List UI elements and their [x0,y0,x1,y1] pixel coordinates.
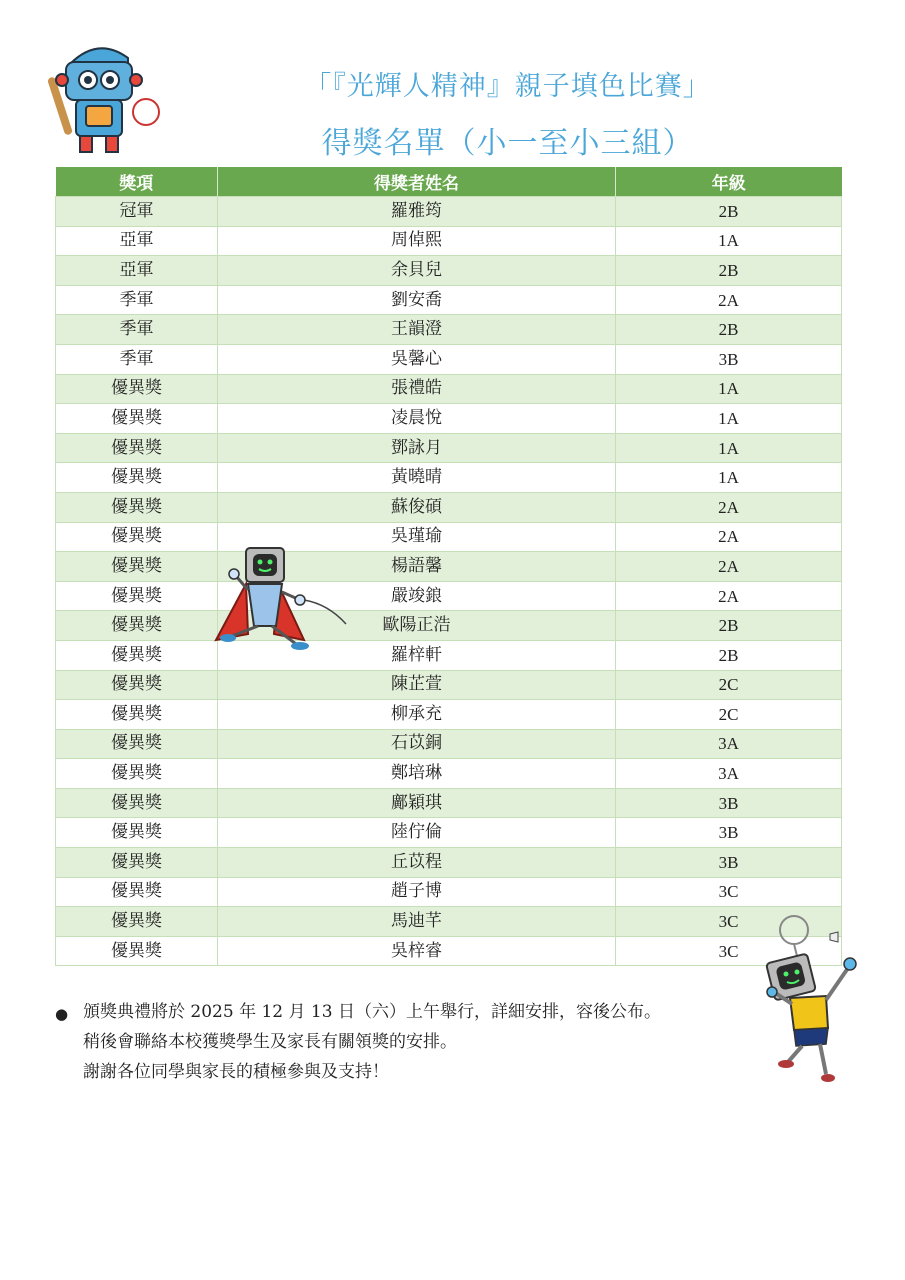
award-cell: 季軍 [56,285,218,315]
grade-cell: 2B [616,197,842,227]
note-ceremony: 頒獎典禮將於 2025 年 12 月 13 日（六）上午舉行，詳細安排，容後公布。 [83,1002,661,1022]
award-cell: 優異獎 [56,877,218,907]
bullet-icon: ● [55,1005,69,1023]
table-row [56,759,842,789]
grade-cell: 3B [616,344,842,374]
award-cell: 優異獎 [56,670,218,700]
winner-name-cell: 張禮皓 [218,374,616,404]
table-row [56,877,842,907]
winner-name-cell: 楊語馨 [218,552,616,582]
winner-name-cell: 凌晨悅 [218,404,616,434]
winner-name-cell: 吳梓睿 [218,936,616,966]
note-thanks: 謝謝各位同學與家長的積極參與及支持！ [83,1062,389,1082]
award-cell: 亞軍 [56,226,218,256]
table-row [56,433,842,463]
table-row [56,581,842,611]
winner-name-cell: 劉安喬 [218,285,616,315]
grade-cell: 1A [616,404,842,434]
column-header-name: 得獎者姓名 [218,167,616,197]
winner-name-cell: 馬迪芊 [218,907,616,937]
grade-cell: 2A [616,492,842,522]
award-cell: 亞軍 [56,256,218,286]
award-cell: 優異獎 [56,433,218,463]
award-cell: 優異獎 [56,729,218,759]
notes-section [55,997,815,1087]
grade-cell: 2C [616,670,842,700]
award-cell: 季軍 [56,315,218,345]
grade-cell: 2B [616,611,842,641]
award-cell: 冠軍 [56,197,218,227]
table-row [56,256,842,286]
winner-name-cell: 余貝兒 [218,256,616,286]
grade-cell: 2A [616,581,842,611]
award-cell: 優異獎 [56,463,218,493]
award-cell: 優異獎 [56,640,218,670]
page-title: 「『光輝人精神』親子填色比賽」 [304,71,711,102]
grade-cell: 2B [616,315,842,345]
award-cell: 優異獎 [56,759,218,789]
awards-table [55,167,842,966]
grade-cell: 3A [616,729,842,759]
table-row [56,197,842,227]
table-row [56,670,842,700]
winner-name-cell: 王韻澄 [218,315,616,345]
table-row [56,522,842,552]
winner-name-cell: 丘苡程 [218,848,616,878]
table-row [56,640,842,670]
grade-cell: 2C [616,700,842,730]
table-row [56,611,842,641]
table-row [56,729,842,759]
table-row [56,315,842,345]
table-row [56,492,842,522]
grade-cell: 1A [616,463,842,493]
winner-name-cell: 陳芷萱 [218,670,616,700]
award-cell: 優異獎 [56,788,218,818]
table-row [56,700,842,730]
winner-name-cell: 羅梓軒 [218,640,616,670]
robot-fencer-icon [208,544,358,656]
grade-cell: 1A [616,226,842,256]
winner-name-cell: 鄺穎琪 [218,788,616,818]
grade-cell: 1A [616,374,842,404]
winner-name-cell: 嚴竣鋃 [218,581,616,611]
winner-name-cell: 周倬熙 [218,226,616,256]
table-row [56,848,842,878]
table-row [56,226,842,256]
award-cell: 優異獎 [56,611,218,641]
winner-name-cell: 鄭培琳 [218,759,616,789]
award-cell: 優異獎 [56,522,218,552]
grade-cell: 3A [616,759,842,789]
award-cell: 優異獎 [56,552,218,582]
award-cell: 優異獎 [56,581,218,611]
award-cell: 優異獎 [56,936,218,966]
winner-name-cell: 鄧詠月 [218,433,616,463]
winner-name-cell: 羅雅筠 [218,197,616,227]
table-row [56,552,842,582]
grade-cell: 2B [616,256,842,286]
grade-cell: 3B [616,818,842,848]
grade-cell: 3C [616,877,842,907]
winner-name-cell: 柳承充 [218,700,616,730]
table-header-row [56,167,842,197]
grade-cell: 2A [616,552,842,582]
table-row [56,818,842,848]
table-row [56,907,842,937]
note-contact: 稍後會聯絡本校獲獎學生及家長有關領獎的安排。 [83,1032,457,1052]
award-cell: 季軍 [56,344,218,374]
grade-cell: 2A [616,285,842,315]
table-row [56,936,842,966]
page-subtitle: 得獎名單（小一至小三組） [321,126,694,161]
award-cell: 優異獎 [56,848,218,878]
award-cell: 優異獎 [56,492,218,522]
winner-name-cell: 石苡銅 [218,729,616,759]
grade-cell: 2A [616,522,842,552]
winner-name-cell: 吳瑾瑜 [218,522,616,552]
table-row [56,463,842,493]
award-cell: 優異獎 [56,907,218,937]
winner-name-cell: 蘇俊碩 [218,492,616,522]
column-header-grade: 年級 [616,167,842,197]
award-cell: 優異獎 [56,818,218,848]
award-cell: 優異獎 [56,404,218,434]
column-header-award: 獎項 [56,167,218,197]
grade-cell: 3C [616,936,842,966]
table-row [56,344,842,374]
grade-cell: 3C [616,907,842,937]
winner-name-cell: 黃曉晴 [218,463,616,493]
grade-cell: 1A [616,433,842,463]
winner-name-cell: 趙子博 [218,877,616,907]
award-cell: 優異獎 [56,374,218,404]
winner-name-cell: 歐陽正浩 [218,611,616,641]
grade-cell: 3B [616,848,842,878]
grade-cell: 3B [616,788,842,818]
winner-name-cell: 吳馨心 [218,344,616,374]
grade-cell: 2B [616,640,842,670]
table-row [56,788,842,818]
table-row [56,285,842,315]
table-row [56,404,842,434]
winner-name-cell: 陸佇倫 [218,818,616,848]
table-row [56,374,842,404]
award-cell: 優異獎 [56,700,218,730]
